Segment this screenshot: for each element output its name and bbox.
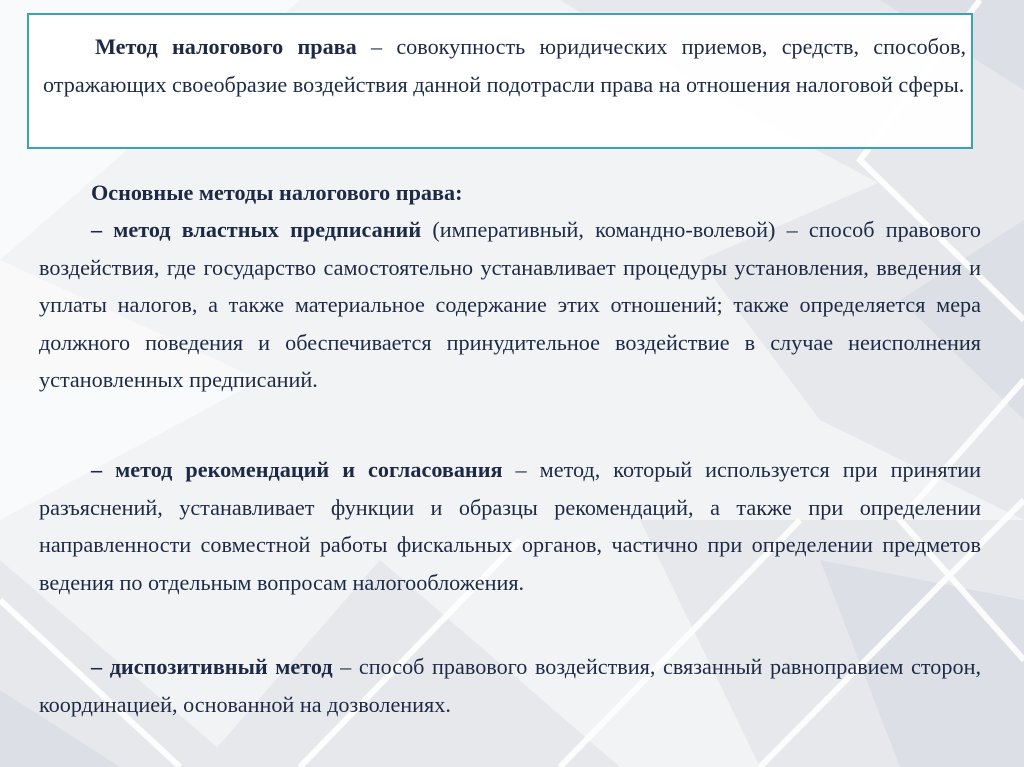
method-text-authoritative: (императивный, командно-волевой) – способ правового воздействия, где государство самостоятельно устанавливает процедуры установления, введения и уплаты налогов, а также материальное содержание этих отношений; также определяется мера должного поведения и обеспечивается принудительное воздействие в случае неисполнения установленных предписаний.: [39, 217, 981, 392]
methods-heading-text: Основные методы налогового права:: [91, 180, 463, 205]
definition-text: – совокупность юридических приемов, средств, способов, отражающих своеобразие воздействия данной подотрасли права на отношения налоговой сферы.: [43, 34, 966, 97]
definition-paragraph: [43, 28, 966, 103]
definition-term: Метод налогового права: [95, 34, 357, 59]
method-name-dispositive: – диспозитивный метод: [91, 654, 333, 679]
method-paragraph-dispositive: [39, 648, 981, 723]
method-name-recommendations: – метод рекомендаций и согласования: [91, 457, 503, 482]
methods-heading: [39, 174, 981, 212]
method-name-authoritative: – метод властных предписаний: [91, 217, 422, 242]
definition-box: [27, 13, 973, 149]
method-paragraph-recommendations: [39, 451, 981, 601]
method-text-dispositive: – способ правового воздействия, связанный равноправием сторон, координацией, основанной на дозволениях.: [39, 654, 981, 717]
method-text-recommendations: – метод, который используется при принятии разъяснений, устанавливает функции и образцы рекомендаций, а также при определении направленности совместной работы фискальных органов, частично при определении предметов ведения по отдельным вопросам налогообложения.: [39, 457, 982, 595]
method-paragraph-authoritative: [39, 211, 981, 399]
